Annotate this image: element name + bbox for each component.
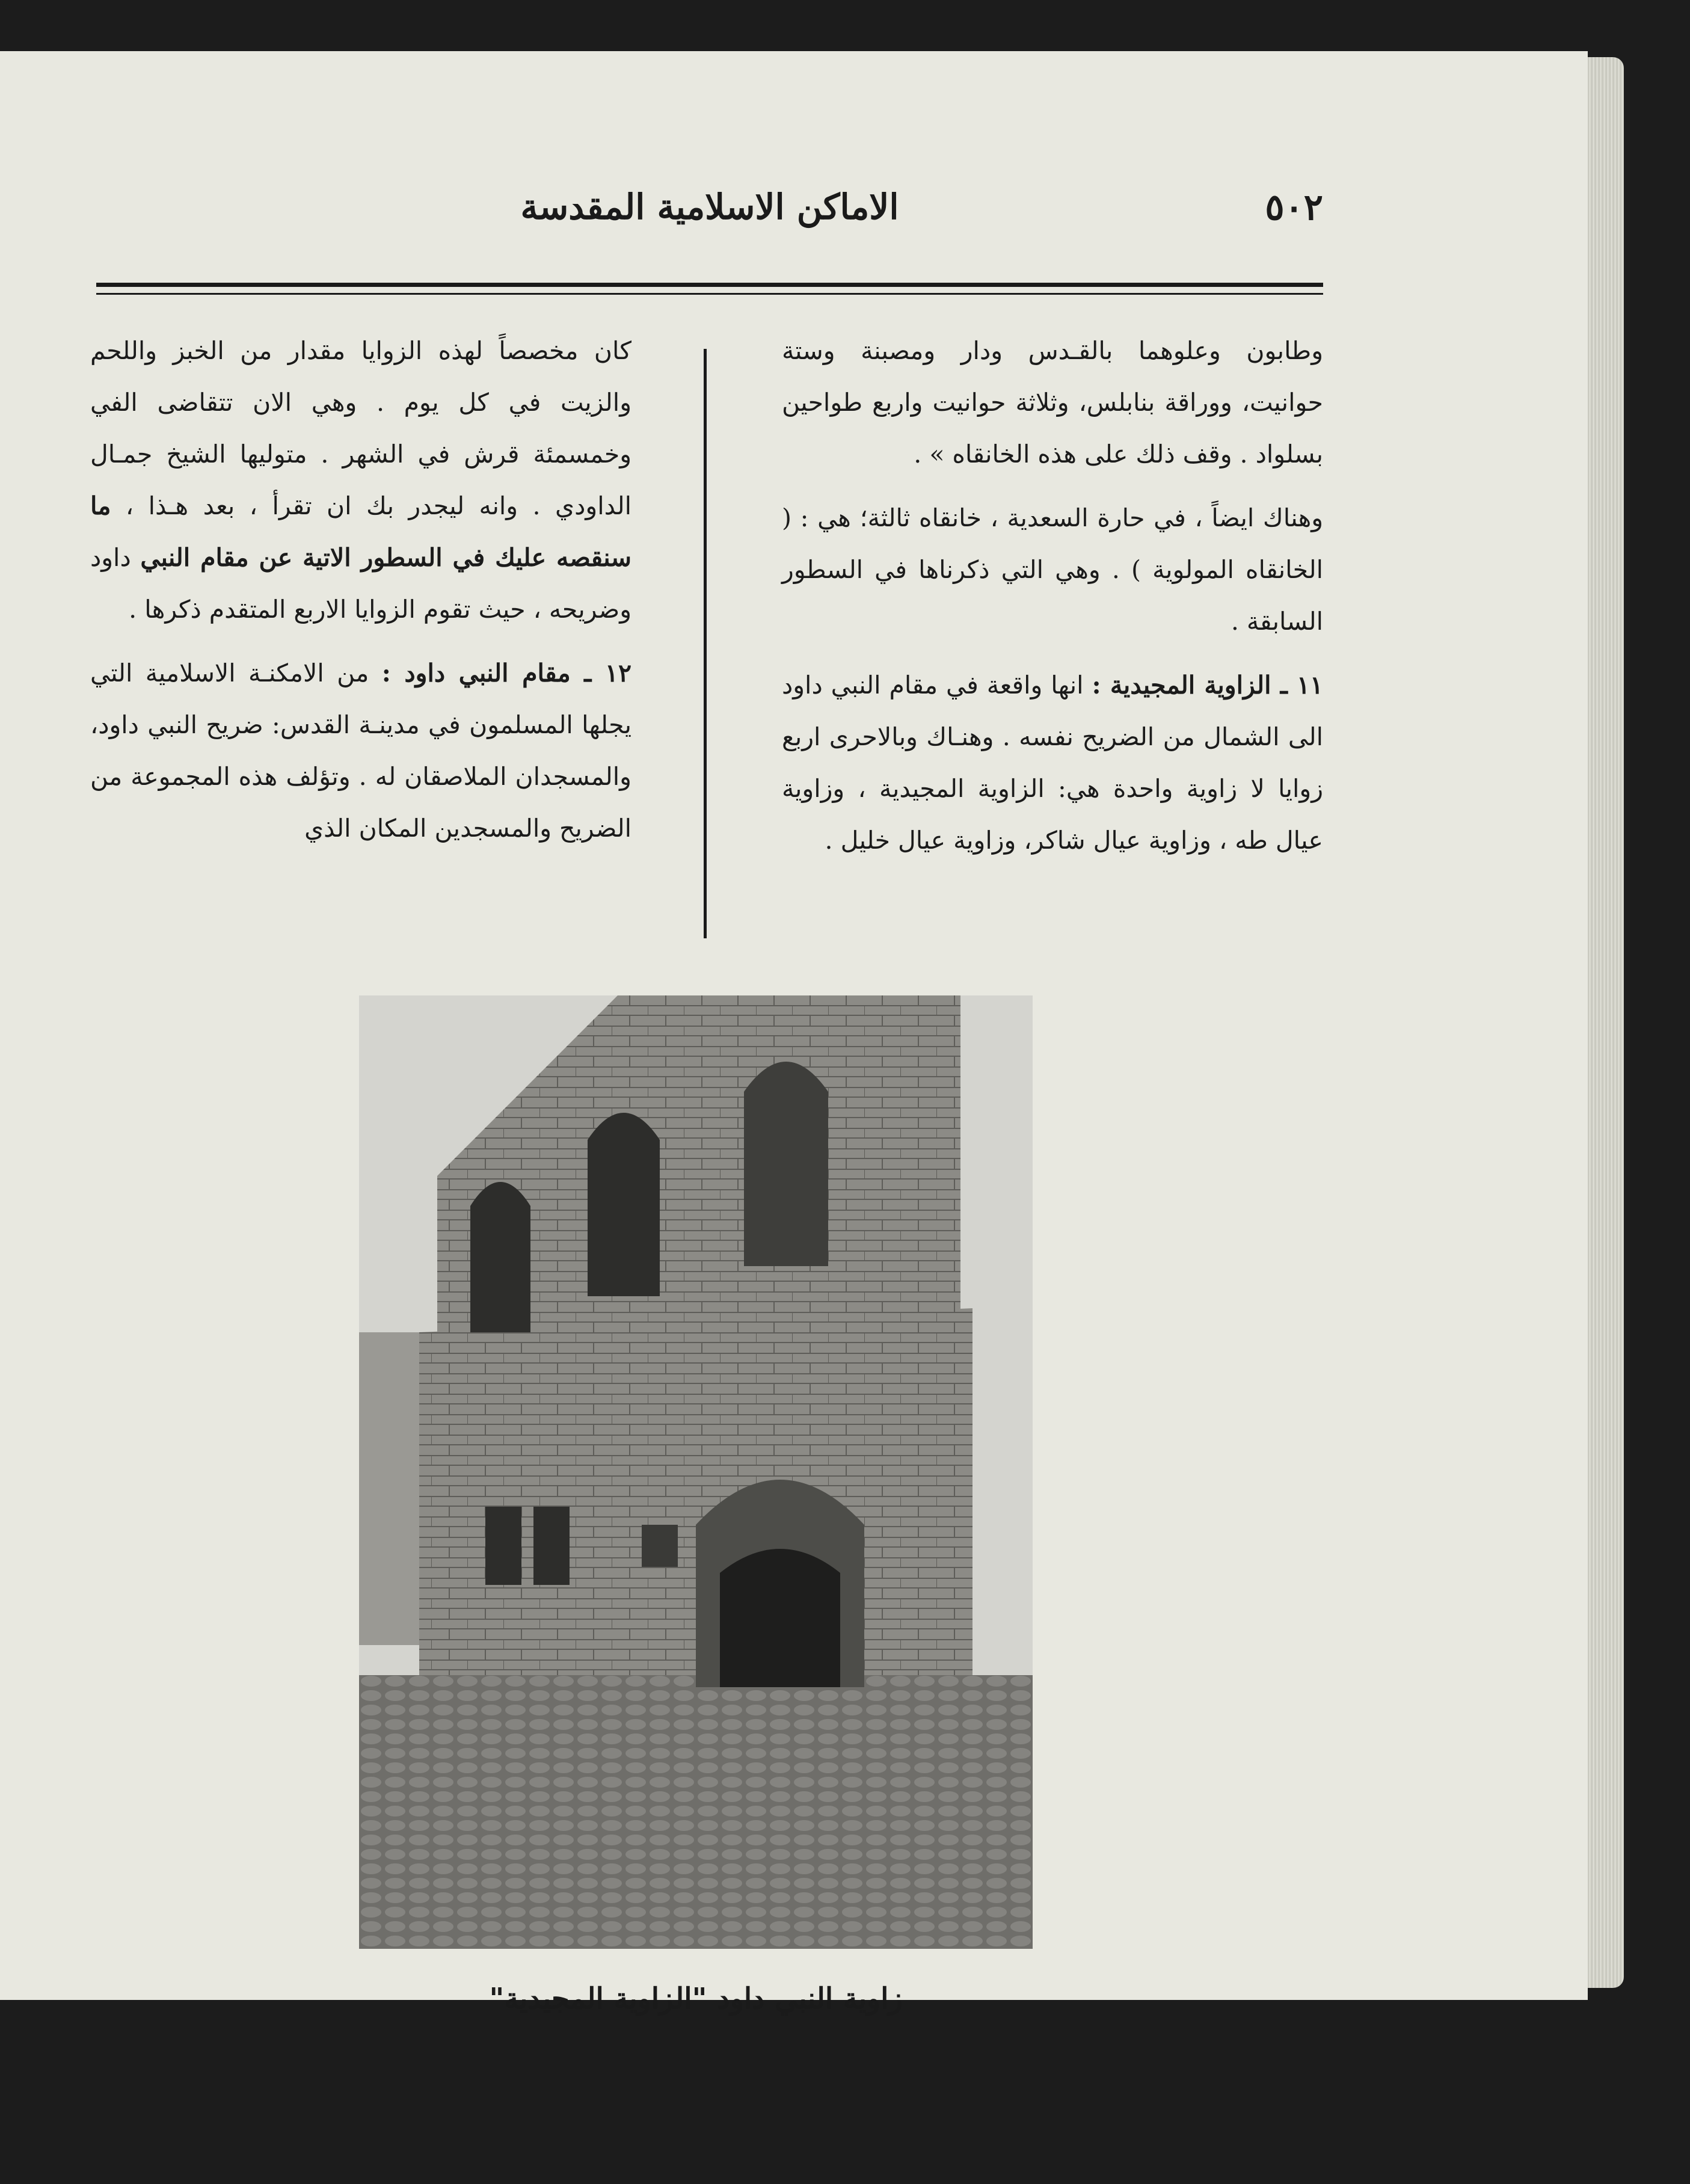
- photo-caption: زاوية النبي داود "الزاوية المجيدية": [489, 1982, 903, 2016]
- section-text: من الامكنـة الاسلامية التي يجلها المسلمون في مدينـة القدس: ضريح النبي داود، والمسجدان الملاصقان له . وتؤلف هذه المجموعة من الضريح والمسجدين المكان الذي: [90, 659, 631, 843]
- running-title: الاماكن الاسلامية المقدسة: [520, 186, 899, 227]
- paragraph-text: داود وضريحه ، حيث تقوم الزوايا الاربع المتقدم ذكرها .: [90, 543, 631, 624]
- section-heading: ١١ ـ الزاوية المجيدية :: [1092, 671, 1323, 700]
- building-photo: [359, 995, 1033, 1949]
- header-rule: [96, 283, 1323, 295]
- paragraph: وهناك ايضاً ، في حارة السعدية ، خانقاه ثالثة؛ هي : ( الخانقاه المولوية ) . وهي التي ذكرناها في السطور السابقة .: [782, 503, 1323, 636]
- column-divider: [704, 349, 707, 938]
- section-text: انها واقعة في مقام النبي داود الى الشمال من الضريح نفسه . وهنـاك وبالاحرى اربع زوايا لا زاوية واحدة هي: الزاوية المجيدية ، وزاوية عيال طه ، وزاوية عيال شاكر، وزاوية عيال خليل .: [782, 671, 1323, 855]
- page-header: [96, 180, 1323, 247]
- left-column: [90, 325, 631, 866]
- right-column: [782, 325, 1323, 878]
- paragraph: وطابون وعلوهما بالقـدس ودار ومصبنة وستة حوانيت، ووراقة بنابلس، وثلاثة حوانيت واربع طواحين بسلواد . وقف ذلك على هذه الخانقاه » .: [782, 336, 1323, 469]
- emphasized-text: ما سنقصه عليك في السطور الاتية عن مقام النبي: [90, 491, 631, 572]
- section-12: [90, 647, 631, 854]
- section-heading: ١٢ ـ مقام النبي داود :: [381, 659, 631, 687]
- page-number: ٥٠٢: [1265, 186, 1323, 229]
- paragraph-text: كان مخصصاً لهذه الزوايا مقدار من الخبز واللحم والزيت في كل يوم . وهي الان تتقاضى الفي وخمسمئة قرش في الشهر . متوليها الشيخ جمـال الداودي . وانه ليجدر بك ان تقرأ ، بعد هـذا ،: [90, 336, 631, 520]
- section-11: [782, 659, 1323, 866]
- paragraph: [90, 325, 631, 635]
